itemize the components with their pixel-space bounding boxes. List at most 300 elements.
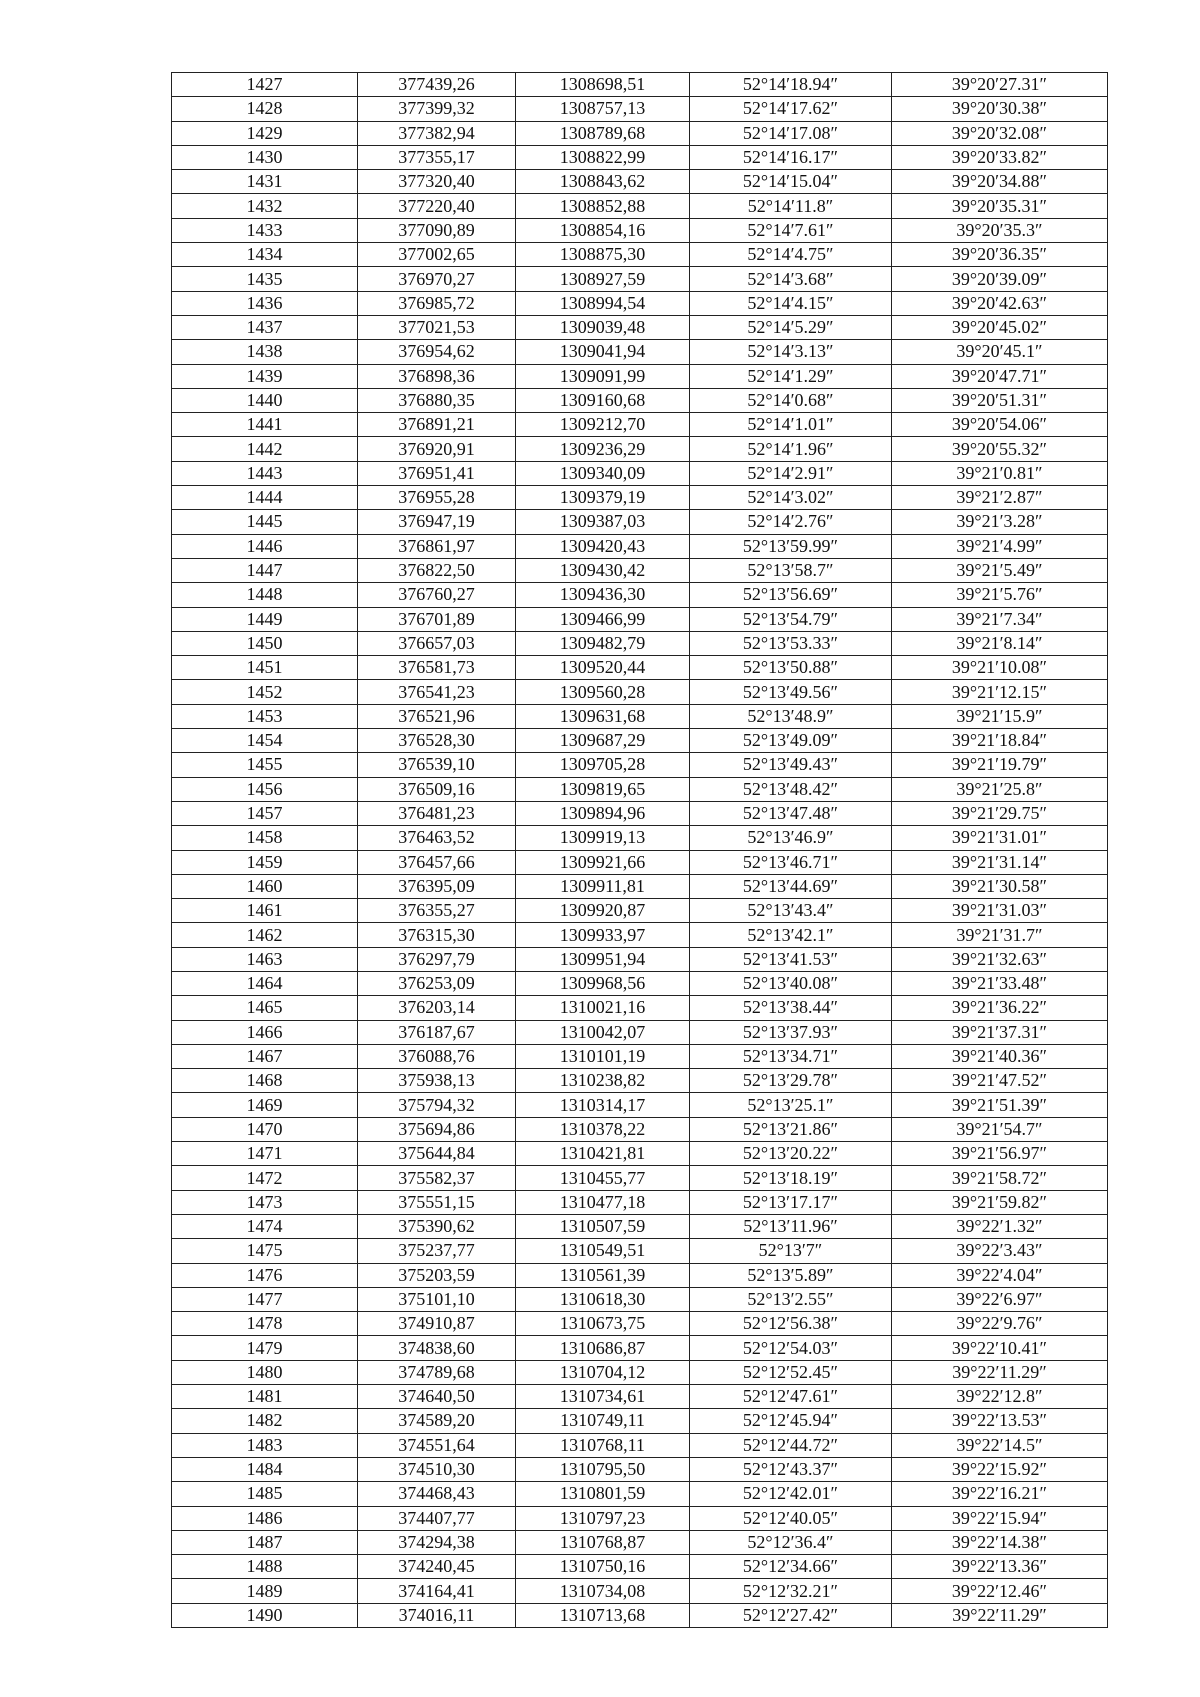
longitude-cell: 39°20′47.71″ xyxy=(892,364,1108,388)
x-coordinate-cell: 374589,20 xyxy=(358,1409,516,1433)
point-number-cell: 1452 xyxy=(172,680,358,704)
x-coordinate-cell: 376509,16 xyxy=(358,777,516,801)
latitude-cell: 52°13′48.42″ xyxy=(690,777,892,801)
y-coordinate-cell: 1309212,70 xyxy=(516,413,690,437)
latitude-cell: 52°13′53.33″ xyxy=(690,631,892,655)
x-coordinate-cell: 376395,09 xyxy=(358,874,516,898)
point-number-cell: 1486 xyxy=(172,1506,358,1530)
point-number-cell: 1454 xyxy=(172,729,358,753)
table-row xyxy=(172,1069,1108,1093)
table-row xyxy=(172,801,1108,825)
latitude-cell: 52°12′45.94″ xyxy=(690,1409,892,1433)
x-coordinate-cell: 375390,62 xyxy=(358,1214,516,1238)
longitude-cell: 39°20′30.38″ xyxy=(892,97,1108,121)
point-number-cell: 1428 xyxy=(172,97,358,121)
table-row xyxy=(172,97,1108,121)
x-coordinate-cell: 374164,41 xyxy=(358,1579,516,1603)
table-row xyxy=(172,1385,1108,1409)
x-coordinate-cell: 376539,10 xyxy=(358,753,516,777)
table-row xyxy=(172,1263,1108,1287)
x-coordinate-cell: 376253,09 xyxy=(358,971,516,995)
point-number-cell: 1480 xyxy=(172,1360,358,1384)
y-coordinate-cell: 1308789,68 xyxy=(516,121,690,145)
latitude-cell: 52°13′48.9″ xyxy=(690,704,892,728)
longitude-cell: 39°21′36.22″ xyxy=(892,996,1108,1020)
latitude-cell: 52°13′42.1″ xyxy=(690,923,892,947)
table-row xyxy=(172,704,1108,728)
latitude-cell: 52°13′46.71″ xyxy=(690,850,892,874)
y-coordinate-cell: 1309420,43 xyxy=(516,534,690,558)
y-coordinate-cell: 1310477,18 xyxy=(516,1190,690,1214)
longitude-cell: 39°20′34.88″ xyxy=(892,170,1108,194)
x-coordinate-cell: 376581,73 xyxy=(358,656,516,680)
x-coordinate-cell: 377399,32 xyxy=(358,97,516,121)
y-coordinate-cell: 1310768,11 xyxy=(516,1433,690,1457)
longitude-cell: 39°20′35.3″ xyxy=(892,218,1108,242)
x-coordinate-cell: 376701,89 xyxy=(358,607,516,631)
longitude-cell: 39°20′45.02″ xyxy=(892,315,1108,339)
y-coordinate-cell: 1309160,68 xyxy=(516,388,690,412)
latitude-cell: 52°14′17.62″ xyxy=(690,97,892,121)
latitude-cell: 52°12′42.01″ xyxy=(690,1482,892,1506)
y-coordinate-cell: 1309560,28 xyxy=(516,680,690,704)
longitude-cell: 39°20′33.82″ xyxy=(892,145,1108,169)
point-number-cell: 1461 xyxy=(172,899,358,923)
x-coordinate-cell: 376970,27 xyxy=(358,267,516,291)
table-row xyxy=(172,1044,1108,1068)
latitude-cell: 52°14′1.01″ xyxy=(690,413,892,437)
coordinates-table xyxy=(171,72,1108,1628)
point-number-cell: 1464 xyxy=(172,971,358,995)
latitude-cell: 52°12′47.61″ xyxy=(690,1385,892,1409)
table-row xyxy=(172,583,1108,607)
x-coordinate-cell: 376891,21 xyxy=(358,413,516,437)
y-coordinate-cell: 1308927,59 xyxy=(516,267,690,291)
table-row xyxy=(172,413,1108,437)
y-coordinate-cell: 1310797,23 xyxy=(516,1506,690,1530)
point-number-cell: 1432 xyxy=(172,194,358,218)
table-row xyxy=(172,1239,1108,1263)
longitude-cell: 39°22′9.76″ xyxy=(892,1312,1108,1336)
longitude-cell: 39°20′42.63″ xyxy=(892,291,1108,315)
x-coordinate-cell: 375551,15 xyxy=(358,1190,516,1214)
table-row xyxy=(172,486,1108,510)
latitude-cell: 52°13′2.55″ xyxy=(690,1287,892,1311)
latitude-cell: 52°14′7.61″ xyxy=(690,218,892,242)
y-coordinate-cell: 1309631,68 xyxy=(516,704,690,728)
longitude-cell: 39°20′45.1″ xyxy=(892,340,1108,364)
longitude-cell: 39°21′51.39″ xyxy=(892,1093,1108,1117)
latitude-cell: 52°13′38.44″ xyxy=(690,996,892,1020)
point-number-cell: 1483 xyxy=(172,1433,358,1457)
y-coordinate-cell: 1309911,81 xyxy=(516,874,690,898)
longitude-cell: 39°20′27.31″ xyxy=(892,73,1108,97)
x-coordinate-cell: 377002,65 xyxy=(358,243,516,267)
point-number-cell: 1475 xyxy=(172,1239,358,1263)
table-row xyxy=(172,1409,1108,1433)
x-coordinate-cell: 376457,66 xyxy=(358,850,516,874)
y-coordinate-cell: 1309236,29 xyxy=(516,437,690,461)
longitude-cell: 39°21′18.84″ xyxy=(892,729,1108,753)
latitude-cell: 52°13′47.48″ xyxy=(690,801,892,825)
latitude-cell: 52°13′46.9″ xyxy=(690,826,892,850)
point-number-cell: 1478 xyxy=(172,1312,358,1336)
longitude-cell: 39°21′5.76″ xyxy=(892,583,1108,607)
longitude-cell: 39°22′1.32″ xyxy=(892,1214,1108,1238)
table-row xyxy=(172,729,1108,753)
point-number-cell: 1434 xyxy=(172,243,358,267)
point-number-cell: 1438 xyxy=(172,340,358,364)
longitude-cell: 39°22′15.94″ xyxy=(892,1506,1108,1530)
latitude-cell: 52°14′3.02″ xyxy=(690,486,892,510)
latitude-cell: 52°14′15.04″ xyxy=(690,170,892,194)
latitude-cell: 52°14′4.75″ xyxy=(690,243,892,267)
y-coordinate-cell: 1310378,22 xyxy=(516,1117,690,1141)
longitude-cell: 39°21′15.9″ xyxy=(892,704,1108,728)
y-coordinate-cell: 1310750,16 xyxy=(516,1555,690,1579)
x-coordinate-cell: 376822,50 xyxy=(358,558,516,582)
x-coordinate-cell: 377439,26 xyxy=(358,73,516,97)
latitude-cell: 52°13′59.99″ xyxy=(690,534,892,558)
latitude-cell: 52°13′54.79″ xyxy=(690,607,892,631)
longitude-cell: 39°21′31.14″ xyxy=(892,850,1108,874)
point-number-cell: 1473 xyxy=(172,1190,358,1214)
longitude-cell: 39°22′14.5″ xyxy=(892,1433,1108,1457)
point-number-cell: 1450 xyxy=(172,631,358,655)
point-number-cell: 1441 xyxy=(172,413,358,437)
table-row xyxy=(172,1190,1108,1214)
point-number-cell: 1447 xyxy=(172,558,358,582)
y-coordinate-cell: 1308854,16 xyxy=(516,218,690,242)
x-coordinate-cell: 377320,40 xyxy=(358,170,516,194)
table-row xyxy=(172,947,1108,971)
longitude-cell: 39°20′39.09″ xyxy=(892,267,1108,291)
table-row xyxy=(172,1457,1108,1481)
y-coordinate-cell: 1309921,66 xyxy=(516,850,690,874)
longitude-cell: 39°21′56.97″ xyxy=(892,1142,1108,1166)
point-number-cell: 1485 xyxy=(172,1482,358,1506)
table-row xyxy=(172,461,1108,485)
longitude-cell: 39°20′36.35″ xyxy=(892,243,1108,267)
y-coordinate-cell: 1310042,07 xyxy=(516,1020,690,1044)
table-row xyxy=(172,874,1108,898)
latitude-cell: 52°14′17.08″ xyxy=(690,121,892,145)
point-number-cell: 1439 xyxy=(172,364,358,388)
x-coordinate-cell: 376297,79 xyxy=(358,947,516,971)
table-row xyxy=(172,1482,1108,1506)
x-coordinate-cell: 376481,23 xyxy=(358,801,516,825)
x-coordinate-cell: 374240,45 xyxy=(358,1555,516,1579)
point-number-cell: 1472 xyxy=(172,1166,358,1190)
x-coordinate-cell: 377355,17 xyxy=(358,145,516,169)
y-coordinate-cell: 1308875,30 xyxy=(516,243,690,267)
longitude-cell: 39°20′35.31″ xyxy=(892,194,1108,218)
latitude-cell: 52°12′56.38″ xyxy=(690,1312,892,1336)
longitude-cell: 39°21′4.99″ xyxy=(892,534,1108,558)
x-coordinate-cell: 377220,40 xyxy=(358,194,516,218)
table-row xyxy=(172,1166,1108,1190)
x-coordinate-cell: 376187,67 xyxy=(358,1020,516,1044)
x-coordinate-cell: 376088,76 xyxy=(358,1044,516,1068)
x-coordinate-cell: 376898,36 xyxy=(358,364,516,388)
latitude-cell: 52°12′27.42″ xyxy=(690,1603,892,1627)
y-coordinate-cell: 1310421,81 xyxy=(516,1142,690,1166)
point-number-cell: 1465 xyxy=(172,996,358,1020)
y-coordinate-cell: 1308994,54 xyxy=(516,291,690,315)
y-coordinate-cell: 1308822,99 xyxy=(516,145,690,169)
table-row xyxy=(172,656,1108,680)
longitude-cell: 39°21′8.14″ xyxy=(892,631,1108,655)
point-number-cell: 1469 xyxy=(172,1093,358,1117)
x-coordinate-cell: 376947,19 xyxy=(358,510,516,534)
longitude-cell: 39°22′12.8″ xyxy=(892,1385,1108,1409)
point-number-cell: 1474 xyxy=(172,1214,358,1238)
latitude-cell: 52°13′5.89″ xyxy=(690,1263,892,1287)
table-row xyxy=(172,680,1108,704)
latitude-cell: 52°12′32.21″ xyxy=(690,1579,892,1603)
longitude-cell: 39°20′32.08″ xyxy=(892,121,1108,145)
y-coordinate-cell: 1309387,03 xyxy=(516,510,690,534)
point-number-cell: 1470 xyxy=(172,1117,358,1141)
x-coordinate-cell: 374407,77 xyxy=(358,1506,516,1530)
y-coordinate-cell: 1310686,87 xyxy=(516,1336,690,1360)
longitude-cell: 39°21′31.7″ xyxy=(892,923,1108,947)
latitude-cell: 52°13′49.43″ xyxy=(690,753,892,777)
latitude-cell: 52°14′1.96″ xyxy=(690,437,892,461)
longitude-cell: 39°21′7.34″ xyxy=(892,607,1108,631)
longitude-cell: 39°20′51.31″ xyxy=(892,388,1108,412)
y-coordinate-cell: 1309436,30 xyxy=(516,583,690,607)
table-row xyxy=(172,388,1108,412)
latitude-cell: 52°13′11.96″ xyxy=(690,1214,892,1238)
longitude-cell: 39°22′13.36″ xyxy=(892,1555,1108,1579)
point-number-cell: 1479 xyxy=(172,1336,358,1360)
x-coordinate-cell: 376203,14 xyxy=(358,996,516,1020)
table-row xyxy=(172,340,1108,364)
x-coordinate-cell: 376951,41 xyxy=(358,461,516,485)
y-coordinate-cell: 1309951,94 xyxy=(516,947,690,971)
y-coordinate-cell: 1309920,87 xyxy=(516,899,690,923)
point-number-cell: 1462 xyxy=(172,923,358,947)
latitude-cell: 52°14′5.29″ xyxy=(690,315,892,339)
latitude-cell: 52°14′11.8″ xyxy=(690,194,892,218)
longitude-cell: 39°20′54.06″ xyxy=(892,413,1108,437)
point-number-cell: 1430 xyxy=(172,145,358,169)
y-coordinate-cell: 1308757,13 xyxy=(516,97,690,121)
point-number-cell: 1468 xyxy=(172,1069,358,1093)
table-row xyxy=(172,437,1108,461)
latitude-cell: 52°14′2.76″ xyxy=(690,510,892,534)
y-coordinate-cell: 1310507,59 xyxy=(516,1214,690,1238)
table-row xyxy=(172,971,1108,995)
point-number-cell: 1427 xyxy=(172,73,358,97)
latitude-cell: 52°12′54.03″ xyxy=(690,1336,892,1360)
x-coordinate-cell: 376315,30 xyxy=(358,923,516,947)
longitude-cell: 39°21′40.36″ xyxy=(892,1044,1108,1068)
point-number-cell: 1445 xyxy=(172,510,358,534)
table-row xyxy=(172,753,1108,777)
table-row xyxy=(172,267,1108,291)
longitude-cell: 39°21′0.81″ xyxy=(892,461,1108,485)
y-coordinate-cell: 1310795,50 xyxy=(516,1457,690,1481)
table-row xyxy=(172,899,1108,923)
table-row xyxy=(172,121,1108,145)
point-number-cell: 1451 xyxy=(172,656,358,680)
x-coordinate-cell: 374640,50 xyxy=(358,1385,516,1409)
latitude-cell: 52°14′16.17″ xyxy=(690,145,892,169)
table-row xyxy=(172,194,1108,218)
longitude-cell: 39°21′33.48″ xyxy=(892,971,1108,995)
y-coordinate-cell: 1309430,42 xyxy=(516,558,690,582)
y-coordinate-cell: 1309340,09 xyxy=(516,461,690,485)
y-coordinate-cell: 1309894,96 xyxy=(516,801,690,825)
latitude-cell: 52°13′18.19″ xyxy=(690,1166,892,1190)
point-number-cell: 1442 xyxy=(172,437,358,461)
y-coordinate-cell: 1310713,68 xyxy=(516,1603,690,1627)
table-row xyxy=(172,996,1108,1020)
latitude-cell: 52°14′2.91″ xyxy=(690,461,892,485)
latitude-cell: 52°13′7″ xyxy=(690,1239,892,1263)
table-row xyxy=(172,1433,1108,1457)
table-row xyxy=(172,1287,1108,1311)
latitude-cell: 52°13′40.08″ xyxy=(690,971,892,995)
latitude-cell: 52°12′36.4″ xyxy=(690,1530,892,1554)
latitude-cell: 52°13′44.69″ xyxy=(690,874,892,898)
latitude-cell: 52°12′34.66″ xyxy=(690,1555,892,1579)
x-coordinate-cell: 376861,97 xyxy=(358,534,516,558)
x-coordinate-cell: 376985,72 xyxy=(358,291,516,315)
table-row xyxy=(172,826,1108,850)
table-row xyxy=(172,1093,1108,1117)
x-coordinate-cell: 376541,23 xyxy=(358,680,516,704)
point-number-cell: 1443 xyxy=(172,461,358,485)
y-coordinate-cell: 1309933,97 xyxy=(516,923,690,947)
latitude-cell: 52°13′20.22″ xyxy=(690,1142,892,1166)
point-number-cell: 1435 xyxy=(172,267,358,291)
longitude-cell: 39°21′31.03″ xyxy=(892,899,1108,923)
x-coordinate-cell: 375794,32 xyxy=(358,1093,516,1117)
longitude-cell: 39°21′3.28″ xyxy=(892,510,1108,534)
table-row xyxy=(172,607,1108,631)
y-coordinate-cell: 1309039,48 xyxy=(516,315,690,339)
y-coordinate-cell: 1310801,59 xyxy=(516,1482,690,1506)
y-coordinate-cell: 1309968,56 xyxy=(516,971,690,995)
y-coordinate-cell: 1309520,44 xyxy=(516,656,690,680)
x-coordinate-cell: 376463,52 xyxy=(358,826,516,850)
y-coordinate-cell: 1310768,87 xyxy=(516,1530,690,1554)
longitude-cell: 39°22′14.38″ xyxy=(892,1530,1108,1554)
table-row xyxy=(172,364,1108,388)
y-coordinate-cell: 1310101,19 xyxy=(516,1044,690,1068)
longitude-cell: 39°22′11.29″ xyxy=(892,1360,1108,1384)
y-coordinate-cell: 1308698,51 xyxy=(516,73,690,97)
longitude-cell: 39°21′30.58″ xyxy=(892,874,1108,898)
y-coordinate-cell: 1310704,12 xyxy=(516,1360,690,1384)
latitude-cell: 52°13′34.71″ xyxy=(690,1044,892,1068)
table-row xyxy=(172,1506,1108,1530)
x-coordinate-cell: 377090,89 xyxy=(358,218,516,242)
y-coordinate-cell: 1310238,82 xyxy=(516,1069,690,1093)
latitude-cell: 52°13′50.88″ xyxy=(690,656,892,680)
x-coordinate-cell: 376760,27 xyxy=(358,583,516,607)
latitude-cell: 52°12′44.72″ xyxy=(690,1433,892,1457)
point-number-cell: 1467 xyxy=(172,1044,358,1068)
table-row xyxy=(172,923,1108,947)
x-coordinate-cell: 376920,91 xyxy=(358,437,516,461)
point-number-cell: 1471 xyxy=(172,1142,358,1166)
latitude-cell: 52°13′25.1″ xyxy=(690,1093,892,1117)
latitude-cell: 52°14′18.94″ xyxy=(690,73,892,97)
y-coordinate-cell: 1310618,30 xyxy=(516,1287,690,1311)
x-coordinate-cell: 376955,28 xyxy=(358,486,516,510)
point-number-cell: 1453 xyxy=(172,704,358,728)
point-number-cell: 1490 xyxy=(172,1603,358,1627)
longitude-cell: 39°21′2.87″ xyxy=(892,486,1108,510)
longitude-cell: 39°21′19.79″ xyxy=(892,753,1108,777)
longitude-cell: 39°20′55.32″ xyxy=(892,437,1108,461)
x-coordinate-cell: 374789,68 xyxy=(358,1360,516,1384)
longitude-cell: 39°21′54.7″ xyxy=(892,1117,1108,1141)
latitude-cell: 52°13′43.4″ xyxy=(690,899,892,923)
y-coordinate-cell: 1310734,61 xyxy=(516,1385,690,1409)
latitude-cell: 52°13′49.56″ xyxy=(690,680,892,704)
longitude-cell: 39°22′11.29″ xyxy=(892,1603,1108,1627)
x-coordinate-cell: 375203,59 xyxy=(358,1263,516,1287)
point-number-cell: 1466 xyxy=(172,1020,358,1044)
table-row xyxy=(172,170,1108,194)
y-coordinate-cell: 1309091,99 xyxy=(516,364,690,388)
point-number-cell: 1477 xyxy=(172,1287,358,1311)
latitude-cell: 52°14′3.13″ xyxy=(690,340,892,364)
x-coordinate-cell: 374016,11 xyxy=(358,1603,516,1627)
x-coordinate-cell: 376355,27 xyxy=(358,899,516,923)
latitude-cell: 52°14′0.68″ xyxy=(690,388,892,412)
longitude-cell: 39°22′4.04″ xyxy=(892,1263,1108,1287)
latitude-cell: 52°13′21.86″ xyxy=(690,1117,892,1141)
point-number-cell: 1436 xyxy=(172,291,358,315)
point-number-cell: 1488 xyxy=(172,1555,358,1579)
point-number-cell: 1482 xyxy=(172,1409,358,1433)
x-coordinate-cell: 375644,84 xyxy=(358,1142,516,1166)
point-number-cell: 1457 xyxy=(172,801,358,825)
latitude-cell: 52°13′37.93″ xyxy=(690,1020,892,1044)
point-number-cell: 1449 xyxy=(172,607,358,631)
x-coordinate-cell: 375694,86 xyxy=(358,1117,516,1141)
x-coordinate-cell: 376657,03 xyxy=(358,631,516,655)
x-coordinate-cell: 375101,10 xyxy=(358,1287,516,1311)
point-number-cell: 1458 xyxy=(172,826,358,850)
y-coordinate-cell: 1309819,65 xyxy=(516,777,690,801)
point-number-cell: 1437 xyxy=(172,315,358,339)
longitude-cell: 39°21′10.08″ xyxy=(892,656,1108,680)
y-coordinate-cell: 1310673,75 xyxy=(516,1312,690,1336)
x-coordinate-cell: 376528,30 xyxy=(358,729,516,753)
table-row xyxy=(172,1020,1108,1044)
table-row xyxy=(172,1142,1108,1166)
table-row xyxy=(172,1603,1108,1627)
latitude-cell: 52°12′43.37″ xyxy=(690,1457,892,1481)
table-row xyxy=(172,1117,1108,1141)
x-coordinate-cell: 374294,38 xyxy=(358,1530,516,1554)
longitude-cell: 39°22′15.92″ xyxy=(892,1457,1108,1481)
point-number-cell: 1489 xyxy=(172,1579,358,1603)
y-coordinate-cell: 1308852,88 xyxy=(516,194,690,218)
y-coordinate-cell: 1309482,79 xyxy=(516,631,690,655)
x-coordinate-cell: 376521,96 xyxy=(358,704,516,728)
latitude-cell: 52°13′41.53″ xyxy=(690,947,892,971)
x-coordinate-cell: 376880,35 xyxy=(358,388,516,412)
point-number-cell: 1484 xyxy=(172,1457,358,1481)
